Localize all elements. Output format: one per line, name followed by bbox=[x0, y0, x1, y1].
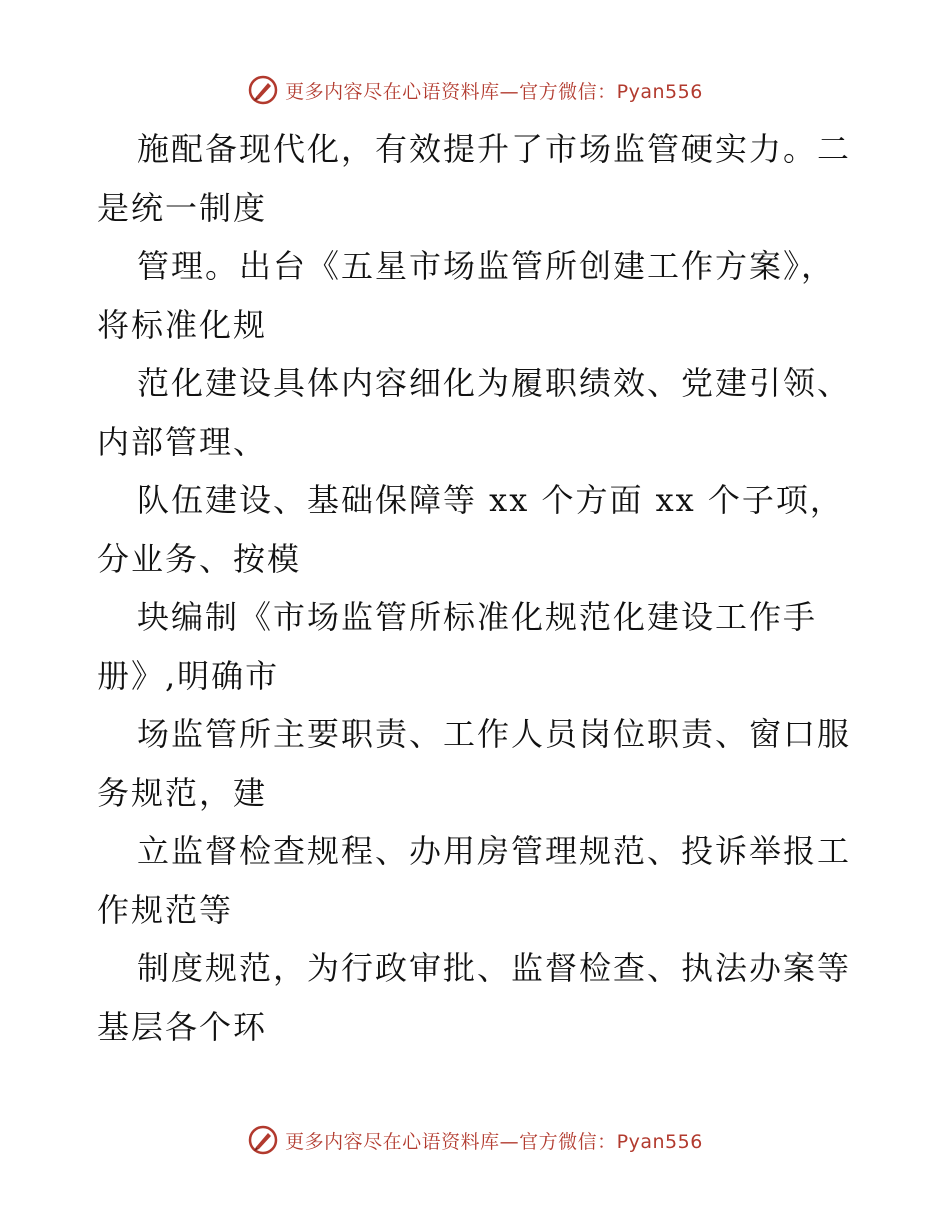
text-line: 范化建设具体内容细化为履职绩效、党建引领、 bbox=[137, 364, 852, 402]
text-line: 内部管理、 bbox=[97, 422, 268, 461]
watermark-text: 更多内容尽在心语资料库—官方微信：Pyan556 bbox=[285, 80, 703, 103]
text-line: 管理。出台《五星市场监管所创建工作方案》， bbox=[137, 247, 836, 285]
text-line: 是统一制度 bbox=[97, 188, 268, 227]
header-watermark bbox=[0, 70, 950, 110]
text-line: 队伍建设、基础保障等 xx 个方面 xx 个子项， bbox=[137, 481, 844, 519]
text-line: 基层各个环 bbox=[97, 1007, 268, 1046]
text-line: 作规范等 bbox=[97, 890, 234, 929]
text-line: 块编制《市场监管所标准化规范化建设工作手 bbox=[137, 598, 818, 636]
text-line: 册》,明确市 bbox=[97, 656, 280, 695]
text-line: 分业务、按模 bbox=[97, 539, 302, 578]
watermark-text: 更多内容尽在心语资料库—官方微信：Pyan556 bbox=[285, 1130, 703, 1153]
text-line: 施配备现代化，有效提升了市场监管硬实力。二 bbox=[137, 130, 852, 168]
footer-watermark bbox=[0, 1120, 950, 1160]
text-line: 制度规范，为行政审批、监督检查、执法办案等 bbox=[137, 949, 852, 987]
text-line: 将标准化规 bbox=[97, 305, 268, 344]
document-body bbox=[97, 120, 857, 1056]
text-line: 立监督检查规程、办用房管理规范、投诉举报工 bbox=[137, 832, 852, 870]
pen-logo-icon bbox=[247, 1124, 279, 1156]
text-line: 场监管所主要职责、工作人员岗位职责、窗口服 bbox=[137, 715, 852, 753]
text-line: 务规范，建 bbox=[97, 773, 268, 812]
pen-logo-icon bbox=[247, 74, 279, 106]
